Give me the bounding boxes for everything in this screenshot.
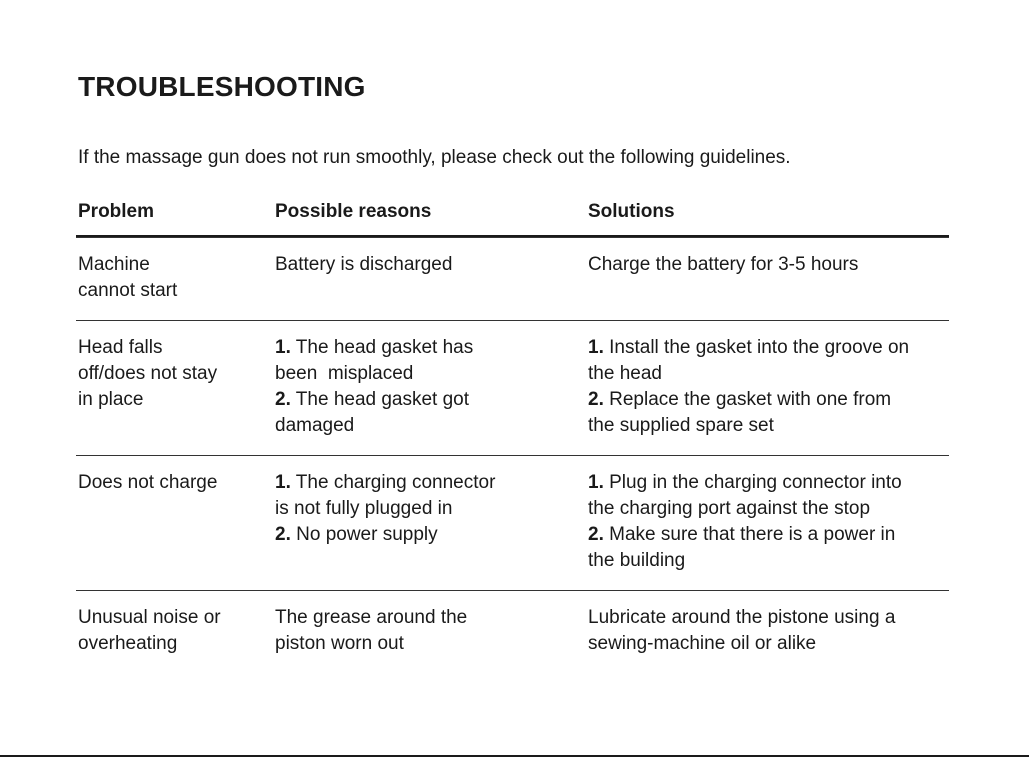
problem-text: off/does not stay (78, 363, 218, 384)
item-number: 2. (275, 524, 291, 545)
table-body (76, 237, 949, 681)
solution-line (588, 387, 953, 413)
reason-line (275, 387, 575, 413)
solution-cell (588, 335, 953, 439)
solution-line (588, 522, 953, 548)
solution-text: the charging port against the stop (588, 498, 871, 519)
solution-line (588, 631, 953, 657)
troubleshooting-table (76, 199, 949, 681)
reason-text: The charging connector (290, 472, 496, 493)
solution-line (588, 413, 953, 439)
item-number: 1. (275, 337, 291, 358)
problem-text: Unusual noise or (78, 607, 221, 628)
reason-line (275, 631, 575, 657)
reason-text: Battery is discharged (275, 254, 453, 275)
reason-line (275, 496, 575, 522)
reason-line (275, 335, 575, 361)
solution-line (588, 335, 953, 361)
solution-text: Install the gasket into the groove on (603, 337, 910, 358)
reason-text: The grease around the (275, 607, 468, 628)
reason-cell (275, 335, 575, 439)
reason-text: is not fully plugged in (275, 498, 453, 519)
reason-line (275, 470, 575, 496)
reason-text: No power supply (290, 524, 438, 545)
problem-cell (78, 605, 258, 657)
problem-cell (78, 252, 258, 304)
table-row (76, 455, 949, 590)
problem-cell (78, 335, 258, 413)
solution-line (588, 548, 953, 574)
problem-text: Does not charge (78, 472, 218, 493)
problem-text: cannot start (78, 280, 178, 301)
solution-text: the head (588, 363, 662, 384)
solution-line (588, 361, 953, 387)
solution-cell (588, 470, 953, 574)
reason-line (275, 605, 575, 631)
reason-text: been misplaced (275, 363, 414, 384)
item-number: 1. (275, 472, 291, 493)
problem-text: Machine (78, 254, 150, 275)
solution-line (588, 605, 953, 631)
reason-text: piston worn out (275, 633, 404, 654)
solution-line (588, 252, 953, 278)
solution-text: Lubricate around the pistone using a (588, 607, 896, 628)
page-title: TROUBLESHOOTING (78, 71, 366, 102)
solution-text: Plug in the charging connector into (603, 472, 902, 493)
problem-text: overheating (78, 633, 178, 654)
table-header-row (76, 199, 949, 237)
item-number: 1. (588, 337, 604, 358)
solution-line (588, 496, 953, 522)
solution-text: the supplied spare set (588, 415, 774, 436)
item-number: 2. (275, 389, 291, 410)
reason-line (275, 413, 575, 439)
problem-text: Head falls (78, 337, 163, 358)
problem-text: in place (78, 389, 144, 410)
reason-cell (275, 605, 575, 657)
solution-text: the building (588, 550, 686, 571)
solution-line (588, 470, 953, 496)
solution-text: Charge the battery for 3-5 hours (588, 254, 859, 275)
solution-text: sewing-machine oil or alike (588, 633, 817, 654)
solution-cell (588, 252, 953, 278)
reason-line (275, 522, 575, 548)
table-row (76, 237, 949, 320)
item-number: 2. (588, 389, 604, 410)
column-header-possible-reasons: Possible reasons (275, 201, 432, 222)
problem-cell (78, 470, 258, 496)
reason-cell (275, 470, 575, 548)
solution-cell (588, 605, 953, 657)
reason-cell (275, 252, 575, 278)
solution-text: Replace the gasket with one from (603, 389, 892, 410)
solution-text: Make sure that there is a power in (603, 524, 896, 545)
item-number: 1. (588, 472, 604, 493)
column-header-problem: Problem (78, 201, 155, 222)
column-header-solutions: Solutions (588, 201, 675, 222)
item-number: 2. (588, 524, 604, 545)
reason-text: damaged (275, 415, 355, 436)
table-row (76, 590, 949, 681)
intro-text: If the massage gun does not run smoothly, please check out the following guidelines. (78, 147, 791, 168)
reason-line (275, 252, 575, 278)
reason-text: The head gasket got (290, 389, 470, 410)
table-row (76, 320, 949, 455)
reason-line (275, 361, 575, 387)
reason-text: The head gasket has (290, 337, 474, 358)
